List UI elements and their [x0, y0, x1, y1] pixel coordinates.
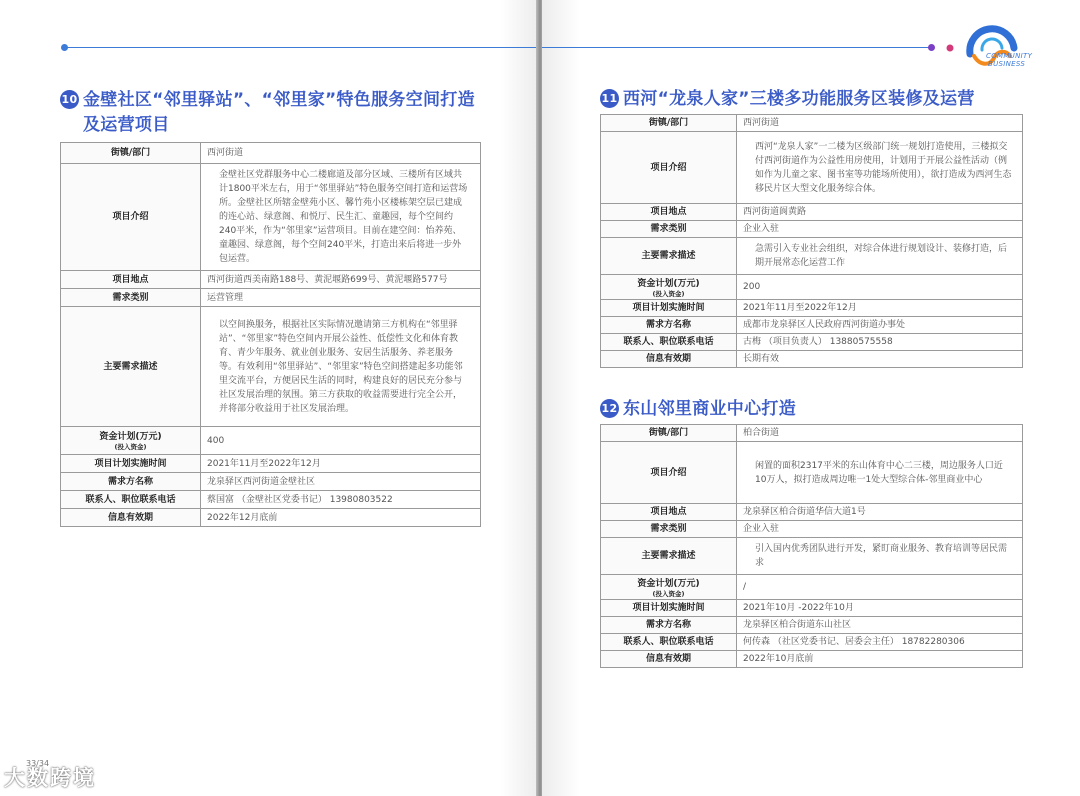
- field-value: 西河街道: [201, 143, 481, 164]
- field-label: [601, 504, 737, 521]
- section-number-badge: 11: [600, 89, 619, 108]
- field-label-text: 需求类别: [112, 292, 149, 303]
- field-value: 长期有效: [737, 351, 1023, 368]
- field-label: [601, 538, 737, 575]
- field-label-text: 项目介绍: [650, 467, 687, 478]
- field-label: [601, 204, 737, 221]
- field-value: 西河“龙泉人家”一二楼为区级部门统一规划打造使用，三楼拟交付西河街道作为公益性用房使用，计划用于开展公益性活动（例如作为儿童之家、图书室等功能场所使用），欲打造成为西河生态移民片区大型文化服务综合体。: [737, 132, 1023, 204]
- field-label: [601, 575, 737, 600]
- field-label: [61, 307, 201, 427]
- section-title-11: [600, 87, 1040, 112]
- field-value: /: [737, 575, 1023, 600]
- table-row: [61, 473, 481, 491]
- field-label-text: 需求类别: [650, 224, 687, 234]
- field-label-text: 项目地点: [650, 207, 687, 217]
- field-value: 蔡国富 （金壁社区党委书记） 13980803522: [201, 491, 481, 509]
- section-title-12: [600, 397, 1040, 422]
- field-label: [61, 143, 201, 164]
- table-row: [601, 634, 1023, 651]
- field-label: [61, 491, 201, 509]
- top-rule: [542, 47, 934, 48]
- field-value: 龙泉驿区柏合街道华信大道1号: [737, 504, 1023, 521]
- field-label-text: 信息有效期: [645, 354, 691, 364]
- project-table-11: [600, 114, 1023, 368]
- field-value: 运营管理: [201, 289, 481, 307]
- field-label-text: 联系人、职位联系电话: [85, 494, 176, 505]
- field-label-text: 联系人、职位联系电话: [623, 637, 714, 647]
- field-label-text: 信息有效期: [645, 654, 691, 664]
- field-value: 200: [737, 275, 1023, 300]
- section-number-badge: 12: [600, 399, 619, 418]
- field-value: 以空间换服务，根据社区实际情况邀请第三方机构在“邻里驿站”、“邻里家”特色空间内开展公益性、低偿性文化和体育教育、青少年服务、就业创业服务、安居生活服务、养老服务等。有效利用“邻里驿站”、“邻里家”特色空间搭建起多功能邻里交流平台，方便居民生活的同时，构建良好的居民充分参与社区发展治理的氛围。第三方获取的收益需要进行完全公开，并将部分收益用于社区发展治理。: [201, 307, 481, 427]
- field-label-text: 项目计划实施时间: [94, 458, 167, 469]
- field-label-text: 需求方名称: [645, 620, 691, 630]
- field-value: 2022年10月底前: [737, 651, 1023, 668]
- field-label-text: 主要需求描述: [103, 361, 158, 372]
- table-row: [61, 307, 481, 427]
- table-row: [601, 617, 1023, 634]
- field-value: 西河街道: [737, 115, 1023, 132]
- field-label: [601, 425, 737, 442]
- field-label: [601, 634, 737, 651]
- watermark: 大数跨境: [4, 766, 96, 790]
- project-table-12: [600, 424, 1023, 668]
- field-label: [601, 238, 737, 275]
- field-label-text: 街镇/部门: [648, 428, 689, 438]
- field-label-sub: (投入资金): [652, 589, 685, 598]
- field-value: 企业入驻: [737, 521, 1023, 538]
- section-title-line1: 金壁社区“邻里驿站”、“邻里家”特色服务空间打造: [83, 90, 475, 110]
- field-label-text: 主要需求描述: [641, 551, 696, 561]
- table-row: [61, 271, 481, 289]
- field-value: 古梅 （项目负责人） 13880575558: [737, 334, 1023, 351]
- table-row: [601, 238, 1023, 275]
- logo-dot-magenta: [947, 45, 954, 52]
- field-label-text: 项目地点: [650, 507, 687, 517]
- section-title-line2: 及运营项目: [83, 115, 170, 135]
- field-label: [61, 271, 201, 289]
- field-label-sub: (投入资金): [114, 443, 147, 451]
- logo-text: [986, 52, 1032, 68]
- table-row: [61, 491, 481, 509]
- field-label-text: 需求方名称: [107, 476, 153, 487]
- table-row: [61, 427, 481, 455]
- table-row: [601, 275, 1023, 300]
- field-label: [601, 115, 737, 132]
- table-row: [601, 504, 1023, 521]
- field-value: 2021年11月至2022年12月: [201, 455, 481, 473]
- logo-line2: BUSINESS: [988, 60, 1026, 68]
- field-label: [601, 300, 737, 317]
- section-number-badge: 10: [60, 90, 79, 109]
- table-row: [61, 455, 481, 473]
- field-label: [61, 473, 201, 491]
- field-value: 龙泉驿区西河街道金壁社区: [201, 473, 481, 491]
- left-page: [0, 0, 538, 796]
- table-row: [601, 334, 1023, 351]
- field-label: [601, 317, 737, 334]
- field-label-text: 资金计划(万元): [637, 278, 700, 289]
- field-value: 2021年10月 -2022年10月: [737, 600, 1023, 617]
- field-label-text: 联系人、职位联系电话: [623, 337, 714, 347]
- section-title-text: 东山邻里商业中心打造: [623, 399, 796, 419]
- field-label-text: 项目计划实施时间: [632, 603, 705, 613]
- field-label-text: 项目介绍: [650, 162, 687, 173]
- logo-arc-blue: [970, 29, 1014, 54]
- field-label-text: 街镇/部门: [110, 148, 151, 158]
- field-value: 企业入驻: [737, 221, 1023, 238]
- table-row: [601, 651, 1023, 668]
- field-label-text: 项目计划实施时间: [632, 303, 705, 313]
- project-table-10: [60, 142, 481, 527]
- table-row: [601, 317, 1023, 334]
- field-value: 西河街道西美南路188号、黄泥堰路699号、黄泥堰路577号: [201, 271, 481, 289]
- field-label: [601, 351, 737, 368]
- section-title-10: [60, 88, 520, 138]
- field-value: 急需引入专业社会组织，对综合体进行规划设计、装修打造，后期开展常态化运营工作: [737, 238, 1023, 275]
- table-row: [61, 509, 481, 527]
- field-label: [601, 651, 737, 668]
- logo-arc-light: [982, 39, 1002, 50]
- field-value: 何传森 （社区党委书记、居委会主任） 18782280306: [737, 634, 1023, 651]
- field-label-sub: (投入资金): [652, 289, 685, 298]
- rule-dot: [61, 44, 68, 51]
- logo-line1: COMMUNITY: [986, 52, 1033, 60]
- field-label: [61, 164, 201, 271]
- table-row: [601, 521, 1023, 538]
- field-label-text: 资金计划(万元): [99, 432, 162, 442]
- field-label: [61, 289, 201, 307]
- field-value: 400: [201, 427, 481, 455]
- field-label: [601, 132, 737, 204]
- field-value: 2022年12月底前: [201, 509, 481, 527]
- table-row: [601, 115, 1023, 132]
- table-row: [601, 132, 1023, 204]
- section-title-text: 西河“龙泉人家”三楼多功能服务区装修及运营: [623, 89, 975, 109]
- table-row: [601, 442, 1023, 504]
- field-label-text: 需求类别: [650, 524, 687, 534]
- table-row: [601, 221, 1023, 238]
- field-label: [61, 427, 201, 455]
- field-label-text: 主要需求描述: [641, 251, 696, 261]
- right-page: [542, 0, 1080, 796]
- field-label: [601, 275, 737, 300]
- field-value: 柏合街道: [737, 425, 1023, 442]
- page-number: 33/34: [26, 759, 50, 768]
- field-label-text: 信息有效期: [107, 512, 153, 523]
- field-label: [601, 221, 737, 238]
- field-label-text: 街镇/部门: [648, 118, 689, 128]
- table-row: [61, 289, 481, 307]
- field-label: [601, 442, 737, 504]
- field-label-text: 资金计划(万元): [637, 578, 700, 589]
- field-label-text: 项目地点: [112, 274, 149, 285]
- field-value: 引入国内优秀团队进行开发，紧盯商业服务、教育培训等居民需求: [737, 538, 1023, 575]
- top-rule: [64, 47, 538, 48]
- field-label: [601, 521, 737, 538]
- field-label: [61, 509, 201, 527]
- table-row: [601, 351, 1023, 368]
- table-row: [61, 164, 481, 271]
- table-row: [601, 204, 1023, 221]
- table-row: [601, 538, 1023, 575]
- field-label: [601, 600, 737, 617]
- field-value: 西河街道阆黄路: [737, 204, 1023, 221]
- table-row: [601, 425, 1023, 442]
- table-row: [601, 300, 1023, 317]
- field-label: [61, 455, 201, 473]
- table-row: [61, 143, 481, 164]
- field-value: 成都市龙泉驿区人民政府西河街道办事处: [737, 317, 1023, 334]
- field-label-text: 需求方名称: [645, 320, 691, 330]
- table-row: [601, 575, 1023, 600]
- field-value: 2021年11月至2022年12月: [737, 300, 1023, 317]
- field-label: [601, 334, 737, 351]
- field-value: 龙泉驿区柏合街道东山社区: [737, 617, 1023, 634]
- field-label: [601, 617, 737, 634]
- field-value: 金壁社区党群服务中心二楼廊道及部分区域、三楼所有区域共计1800平米左右，用于“邻里驿站”特色服务空间打造和运营场所。金壁社区所辖金壁苑小区、馨竹苑小区楼栋架空层已建成的连心站、绿意阁、和悦厅、民生汇、童趣园，每个空间约240平米，作为“邻里家”运营项目。目前在建空间：怡养苑、童趣园、绿意阁，每个空间240平米，打造出来后将进一步外包运营。: [201, 164, 481, 271]
- field-label-text: 项目介绍: [112, 212, 149, 222]
- field-value: 闲置的面积2317平米的东山体育中心二三楼，周边服务人口近10万人，拟打造成周边唯一1处大型综合体-邻里商业中心: [737, 442, 1023, 504]
- table-row: [601, 600, 1023, 617]
